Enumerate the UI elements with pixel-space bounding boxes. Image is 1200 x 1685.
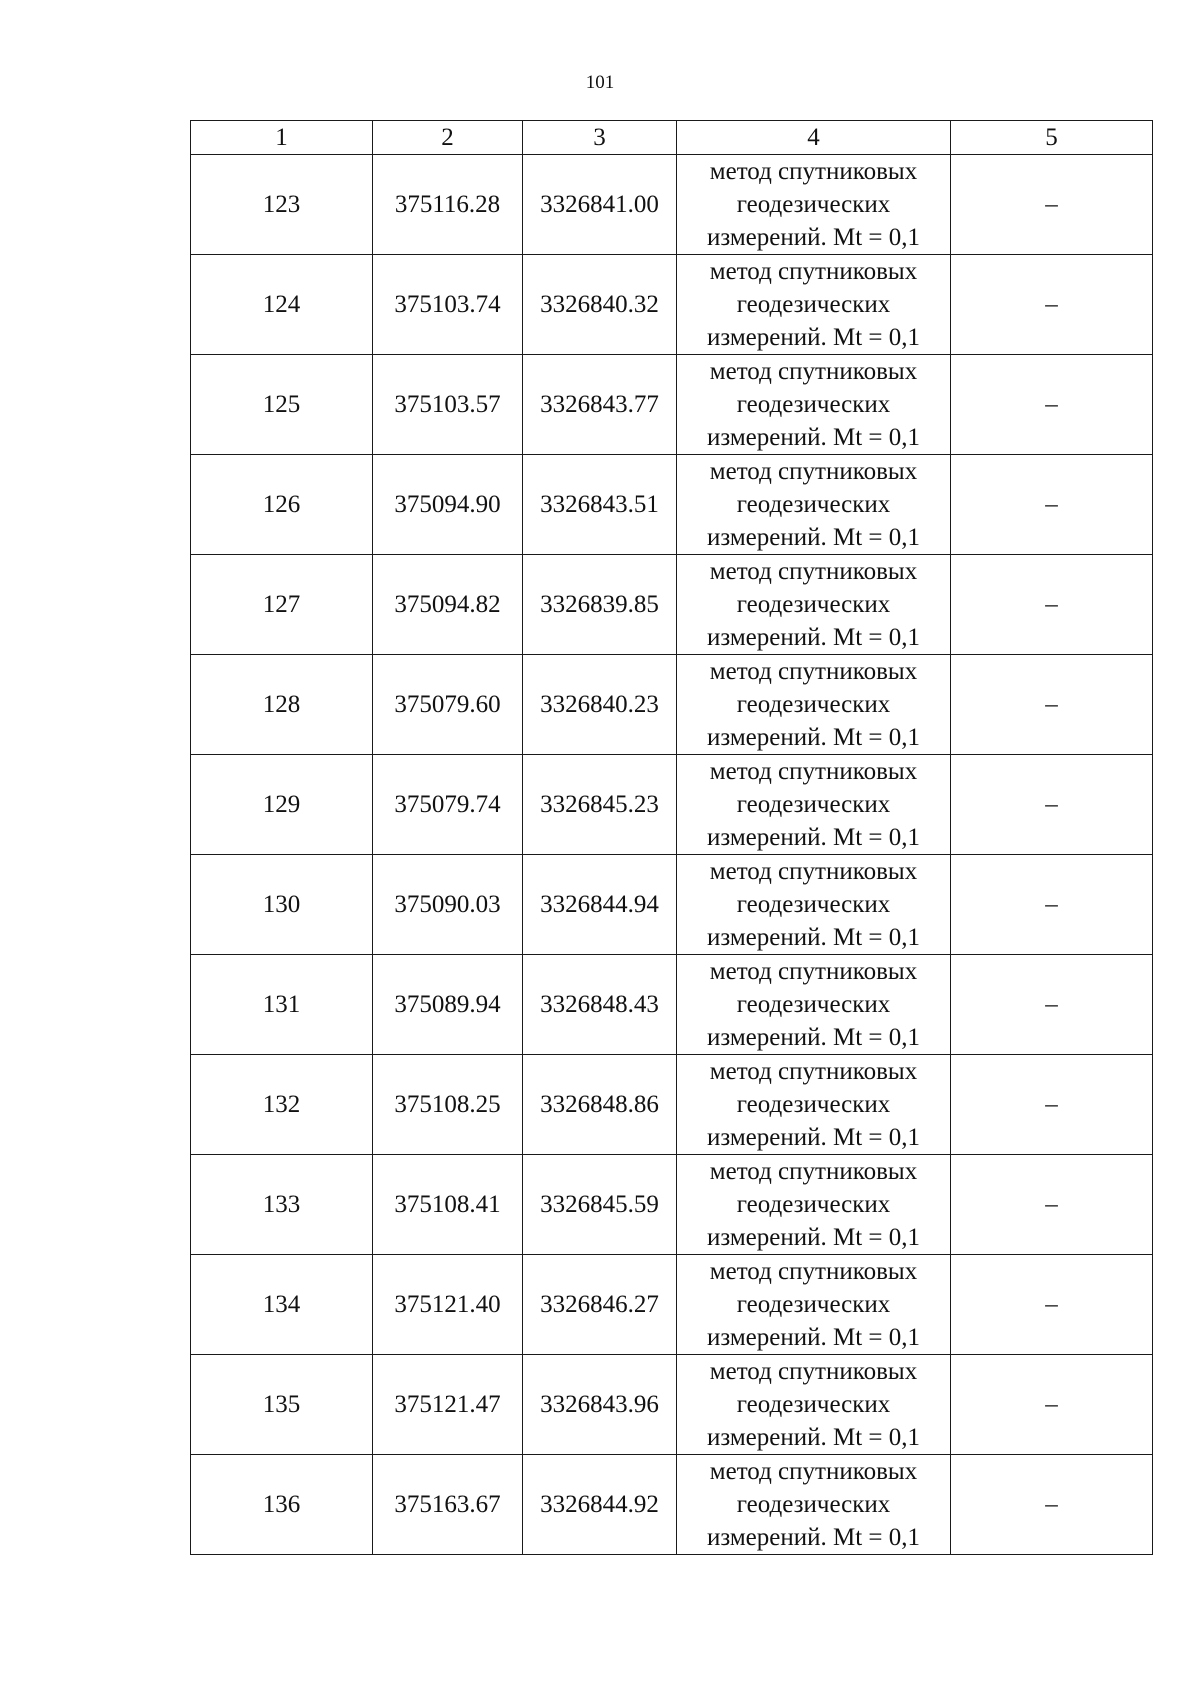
method-line: измерений. Mt = 0,1 <box>706 1424 921 1451</box>
method-line: измерений. Mt = 0,1 <box>706 1124 921 1151</box>
note-cell: – <box>951 1155 1153 1255</box>
note-cell: – <box>951 1055 1153 1155</box>
y-coordinate-cell: 3326848.43 <box>523 955 677 1055</box>
table-row <box>191 555 1153 655</box>
y-coordinate-cell: 3326844.92 <box>523 1455 677 1555</box>
column-header-1: 1 <box>191 121 373 155</box>
note-cell: – <box>951 455 1153 555</box>
method-line: измерений. Mt = 0,1 <box>706 724 921 751</box>
x-coordinate-cell: 375079.60 <box>373 655 523 755</box>
x-coordinate-cell: 375079.74 <box>373 755 523 855</box>
point-number-cell: 123 <box>191 155 373 255</box>
method-line: измерений. Mt = 0,1 <box>706 1324 921 1351</box>
method-line: метод спутниковых <box>709 358 918 385</box>
method-line: измерений. Mt = 0,1 <box>706 624 921 651</box>
point-number-cell: 136 <box>191 1455 373 1555</box>
point-number-cell: 132 <box>191 1055 373 1155</box>
y-coordinate-cell: 3326841.00 <box>523 155 677 255</box>
y-coordinate-cell: 3326840.23 <box>523 655 677 755</box>
table-row <box>191 1155 1153 1255</box>
y-coordinate-cell: 3326845.23 <box>523 755 677 855</box>
method-line: измерений. Mt = 0,1 <box>706 1224 921 1251</box>
method-cell <box>677 155 951 255</box>
method-line: метод спутниковых <box>709 1158 918 1185</box>
note-cell: – <box>951 555 1153 655</box>
y-coordinate-cell: 3326844.94 <box>523 855 677 955</box>
note-cell: – <box>951 955 1153 1055</box>
note-cell: – <box>951 155 1153 255</box>
y-coordinate-cell: 3326843.77 <box>523 355 677 455</box>
point-number-cell: 128 <box>191 655 373 755</box>
table-body <box>191 155 1153 1555</box>
method-line: геодезических <box>736 1391 891 1418</box>
note-cell: – <box>951 1455 1153 1555</box>
method-line: измерений. Mt = 0,1 <box>706 424 921 451</box>
x-coordinate-cell: 375121.40 <box>373 1255 523 1355</box>
method-cell <box>677 1155 951 1255</box>
point-number-cell: 133 <box>191 1155 373 1255</box>
note-cell: – <box>951 755 1153 855</box>
x-coordinate-cell: 375089.94 <box>373 955 523 1055</box>
note-cell: – <box>951 855 1153 955</box>
table-row <box>191 355 1153 455</box>
table-row <box>191 655 1153 755</box>
method-line: геодезических <box>736 391 891 418</box>
method-line: измерений. Mt = 0,1 <box>706 1524 921 1551</box>
column-header-3: 3 <box>523 121 677 155</box>
point-number-cell: 130 <box>191 855 373 955</box>
method-line: измерений. Mt = 0,1 <box>706 824 921 851</box>
method-cell <box>677 955 951 1055</box>
x-coordinate-cell: 375121.47 <box>373 1355 523 1455</box>
column-header-5: 5 <box>951 121 1153 155</box>
method-cell <box>677 755 951 855</box>
method-line: геодезических <box>736 1291 891 1318</box>
point-number-cell: 125 <box>191 355 373 455</box>
method-line: метод спутниковых <box>709 1058 918 1085</box>
table-row <box>191 155 1153 255</box>
point-number-cell: 134 <box>191 1255 373 1355</box>
method-line: метод спутниковых <box>709 858 918 885</box>
method-cell <box>677 855 951 955</box>
y-coordinate-cell: 3326845.59 <box>523 1155 677 1255</box>
method-line: метод спутниковых <box>709 158 918 185</box>
method-line: геодезических <box>736 591 891 618</box>
method-line: метод спутниковых <box>709 558 918 585</box>
x-coordinate-cell: 375163.67 <box>373 1455 523 1555</box>
note-cell: – <box>951 255 1153 355</box>
x-coordinate-cell: 375090.03 <box>373 855 523 955</box>
y-coordinate-cell: 3326843.51 <box>523 455 677 555</box>
note-cell: – <box>951 1255 1153 1355</box>
method-cell <box>677 455 951 555</box>
method-line: метод спутниковых <box>709 658 918 685</box>
table-row <box>191 455 1153 555</box>
table-header-row <box>191 121 1153 155</box>
x-coordinate-cell: 375094.90 <box>373 455 523 555</box>
table-row <box>191 255 1153 355</box>
table-row <box>191 755 1153 855</box>
method-line: метод спутниковых <box>709 458 918 485</box>
method-line: геодезических <box>736 1191 891 1218</box>
method-cell <box>677 655 951 755</box>
method-cell <box>677 1255 951 1355</box>
method-line: метод спутниковых <box>709 758 918 785</box>
method-line: измерений. Mt = 0,1 <box>706 1024 921 1051</box>
method-line: геодезических <box>736 991 891 1018</box>
method-line: геодезических <box>736 491 891 518</box>
x-coordinate-cell: 375103.57 <box>373 355 523 455</box>
y-coordinate-cell: 3326846.27 <box>523 1255 677 1355</box>
method-line: измерений. Mt = 0,1 <box>706 524 921 551</box>
y-coordinate-cell: 3326839.85 <box>523 555 677 655</box>
table-row <box>191 1455 1153 1555</box>
x-coordinate-cell: 375108.25 <box>373 1055 523 1155</box>
y-coordinate-cell: 3326848.86 <box>523 1055 677 1155</box>
column-header-4: 4 <box>677 121 951 155</box>
x-coordinate-cell: 375103.74 <box>373 255 523 355</box>
y-coordinate-cell: 3326843.96 <box>523 1355 677 1455</box>
x-coordinate-cell: 375108.41 <box>373 1155 523 1255</box>
method-line: метод спутниковых <box>709 258 918 285</box>
method-line: геодезических <box>736 1491 891 1518</box>
note-cell: – <box>951 355 1153 455</box>
table-row <box>191 955 1153 1055</box>
note-cell: – <box>951 1355 1153 1455</box>
point-number-cell: 126 <box>191 455 373 555</box>
method-cell <box>677 355 951 455</box>
method-line: метод спутниковых <box>709 958 918 985</box>
table-row <box>191 855 1153 955</box>
method-line: геодезических <box>736 891 891 918</box>
method-line: измерений. Mt = 0,1 <box>706 224 921 251</box>
point-number-cell: 129 <box>191 755 373 855</box>
method-line: геодезических <box>736 1091 891 1118</box>
table-row <box>191 1255 1153 1355</box>
method-cell <box>677 255 951 355</box>
coordinates-table <box>190 120 1153 1555</box>
method-line: измерений. Mt = 0,1 <box>706 924 921 951</box>
method-cell <box>677 1055 951 1155</box>
method-cell <box>677 1455 951 1555</box>
y-coordinate-cell: 3326840.32 <box>523 255 677 355</box>
method-line: геодезических <box>736 291 891 318</box>
table-row <box>191 1055 1153 1155</box>
method-cell <box>677 555 951 655</box>
method-line: метод спутниковых <box>709 1258 918 1285</box>
note-cell: – <box>951 655 1153 755</box>
point-number-cell: 127 <box>191 555 373 655</box>
page-number: 101 <box>585 72 615 93</box>
column-header-2: 2 <box>373 121 523 155</box>
method-line: геодезических <box>736 691 891 718</box>
method-line: измерений. Mt = 0,1 <box>706 324 921 351</box>
x-coordinate-cell: 375116.28 <box>373 155 523 255</box>
method-cell <box>677 1355 951 1455</box>
x-coordinate-cell: 375094.82 <box>373 555 523 655</box>
point-number-cell: 131 <box>191 955 373 1055</box>
method-line: метод спутниковых <box>709 1458 918 1485</box>
point-number-cell: 124 <box>191 255 373 355</box>
method-line: геодезических <box>736 791 891 818</box>
table-row <box>191 1355 1153 1455</box>
method-line: метод спутниковых <box>709 1358 918 1385</box>
point-number-cell: 135 <box>191 1355 373 1455</box>
method-line: геодезических <box>736 191 891 218</box>
